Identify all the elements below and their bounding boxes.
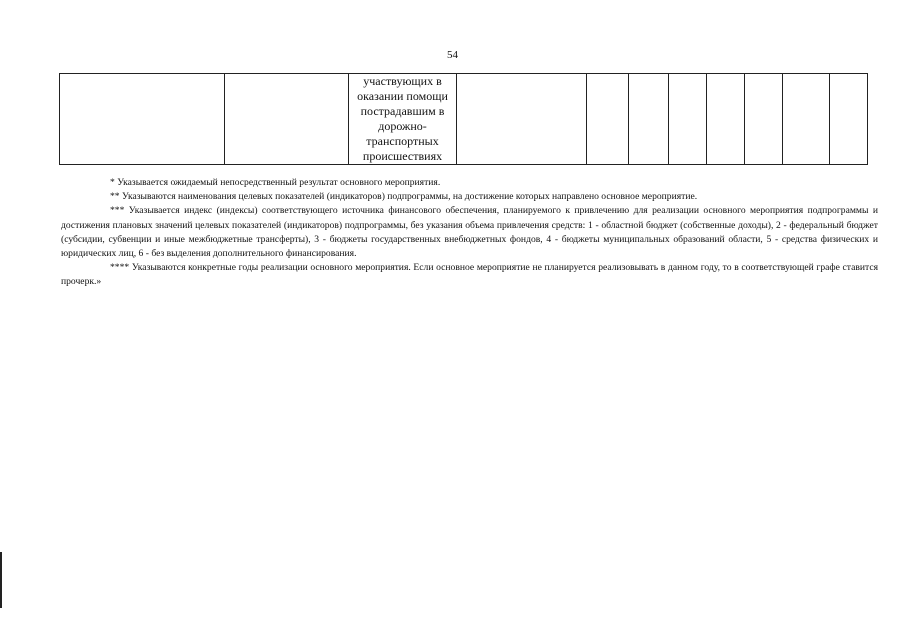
- footnote: ** Указываются наименования целевых показателей (индикаторов) подпрограммы, на достижение которых направлено основное мероприятие.: [110, 191, 698, 203]
- footnotes: [61, 176, 878, 290]
- table-cell-empty: [225, 74, 349, 165]
- footnote: * Указывается ожидаемый непосредственный результат основного мероприятия.: [110, 177, 441, 188]
- table-cell-empty: [669, 74, 707, 165]
- table-cell-empty: [745, 74, 783, 165]
- cell-text-line: происшествиях: [362, 149, 443, 163]
- footnote: *** Указывается индекс (индексы) соответствующего источника финансового обеспечения, планируемого к привлечению для реализации основного мероприятия подпрограммы и достижения плановых значений целевых показателей (индикаторов) подпрограммы, без указания объема привлечения средств: 1 - областной бюджет (собственные доходы), 2 - федеральный бюджет (субсидии, субвенции и иные межбюджетные трансферты), 3 - бюджеты государственных внебюджетных фондов, 4 - бюджеты муниципальных образований области, 5 - средства физических и юридических лиц, 6 - без выделения дополнительного финансирования.: [61, 205, 878, 260]
- table-cell-empty: [707, 74, 745, 165]
- cell-text-line: пострадавшим в: [360, 104, 445, 118]
- cell-text-line: дорожно-: [378, 119, 427, 133]
- table-row: [60, 74, 868, 165]
- table-cell-empty: [629, 74, 669, 165]
- scan-artifact: [0, 552, 2, 608]
- table-cell-empty: [457, 74, 587, 165]
- footnote: **** Указываются конкретные годы реализации основного мероприятия. Если основное мероприятие не планируется реализовывать в данном году, то в соответствующей графе ставится прочерк.»: [61, 262, 878, 288]
- table-cell-empty: [830, 74, 868, 165]
- cell-text-line: участвующих в: [363, 74, 442, 88]
- table-cell-description: [349, 74, 457, 165]
- cell-text-line: транспортных: [366, 134, 439, 148]
- cell-text-line: оказании помощи: [357, 89, 448, 103]
- page-number: 54: [447, 49, 458, 61]
- table-cell-empty: [587, 74, 629, 165]
- table-cell-empty: [60, 74, 225, 165]
- continuation-table: [59, 73, 868, 165]
- table-cell-empty: [783, 74, 830, 165]
